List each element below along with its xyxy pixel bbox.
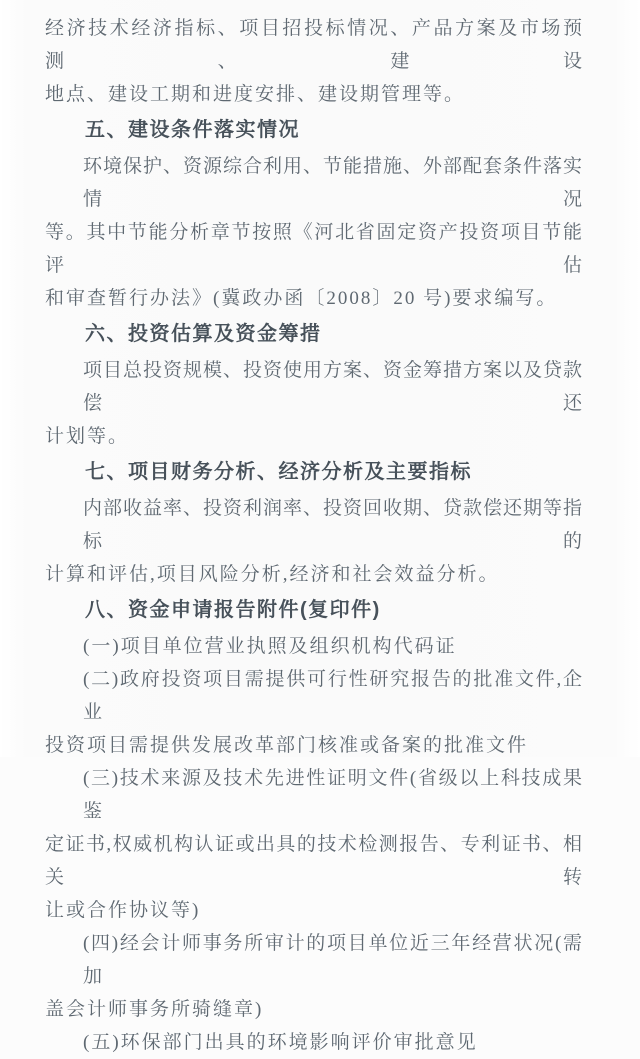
- body-line: 等。其中节能分析章节按照《河北省固定资产投资项目节能评估: [45, 222, 583, 276]
- attachment-item-3: (三)技术来源及技术先进性证明文件(省级以上科技成果鉴: [83, 768, 583, 822]
- attachment-item-2: (二)政府投资项目需提供可行性研究报告的批准文件,企业: [83, 669, 583, 723]
- section-heading-6: 六、投资估算及资金筹措: [85, 323, 322, 345]
- body-line: 盖会计师事务所骑缝章): [45, 999, 264, 1020]
- body-line: 让或合作协议等): [45, 900, 201, 921]
- body-line: 项目总投资规模、投资使用方案、资金筹措方案以及贷款偿还: [83, 360, 584, 414]
- body-line: 内部收益率、投资利润率、投资回收期、贷款偿还期等指标的: [83, 498, 584, 552]
- section-heading-5: 五、建设条件落实情况: [85, 119, 300, 141]
- body-line: 投资项目需提供发展改革部门核准或备案的批准文件: [45, 735, 529, 756]
- attachment-item-1: (一)项目单位营业执照及组织机构代码证: [83, 636, 457, 657]
- attachment-item-5: (五)环保部门出具的环境影响评价审批意见: [83, 1032, 478, 1053]
- body-line: 计算和评估,项目风险分析,经济和社会效益分析。: [45, 564, 500, 585]
- body-line: 计划等。: [45, 426, 130, 447]
- section-heading-8: 八、资金申请报告附件(复印件): [85, 599, 381, 621]
- body-line: 和审查暂行办法》(冀政办函〔2008〕20 号)要求编写。: [45, 288, 558, 309]
- section-heading-7: 七、项目财务分析、经济分析及主要指标: [85, 461, 472, 483]
- body-line: 地点、建设工期和进度安排、建设期管理等。: [45, 84, 466, 105]
- body-line: 经济技术经济指标、项目招投标情况、产品方案及市场预测、建设: [45, 18, 583, 72]
- body-line: 定证书,权威机构认证或出具的技术检测报告、专利证书、相关转: [45, 834, 583, 888]
- attachment-item-4: (四)经会计师事务所审计的项目单位近三年经营状况(需加: [83, 933, 583, 987]
- body-line: 环境保护、资源综合利用、节能措施、外部配套条件落实情况: [83, 156, 584, 210]
